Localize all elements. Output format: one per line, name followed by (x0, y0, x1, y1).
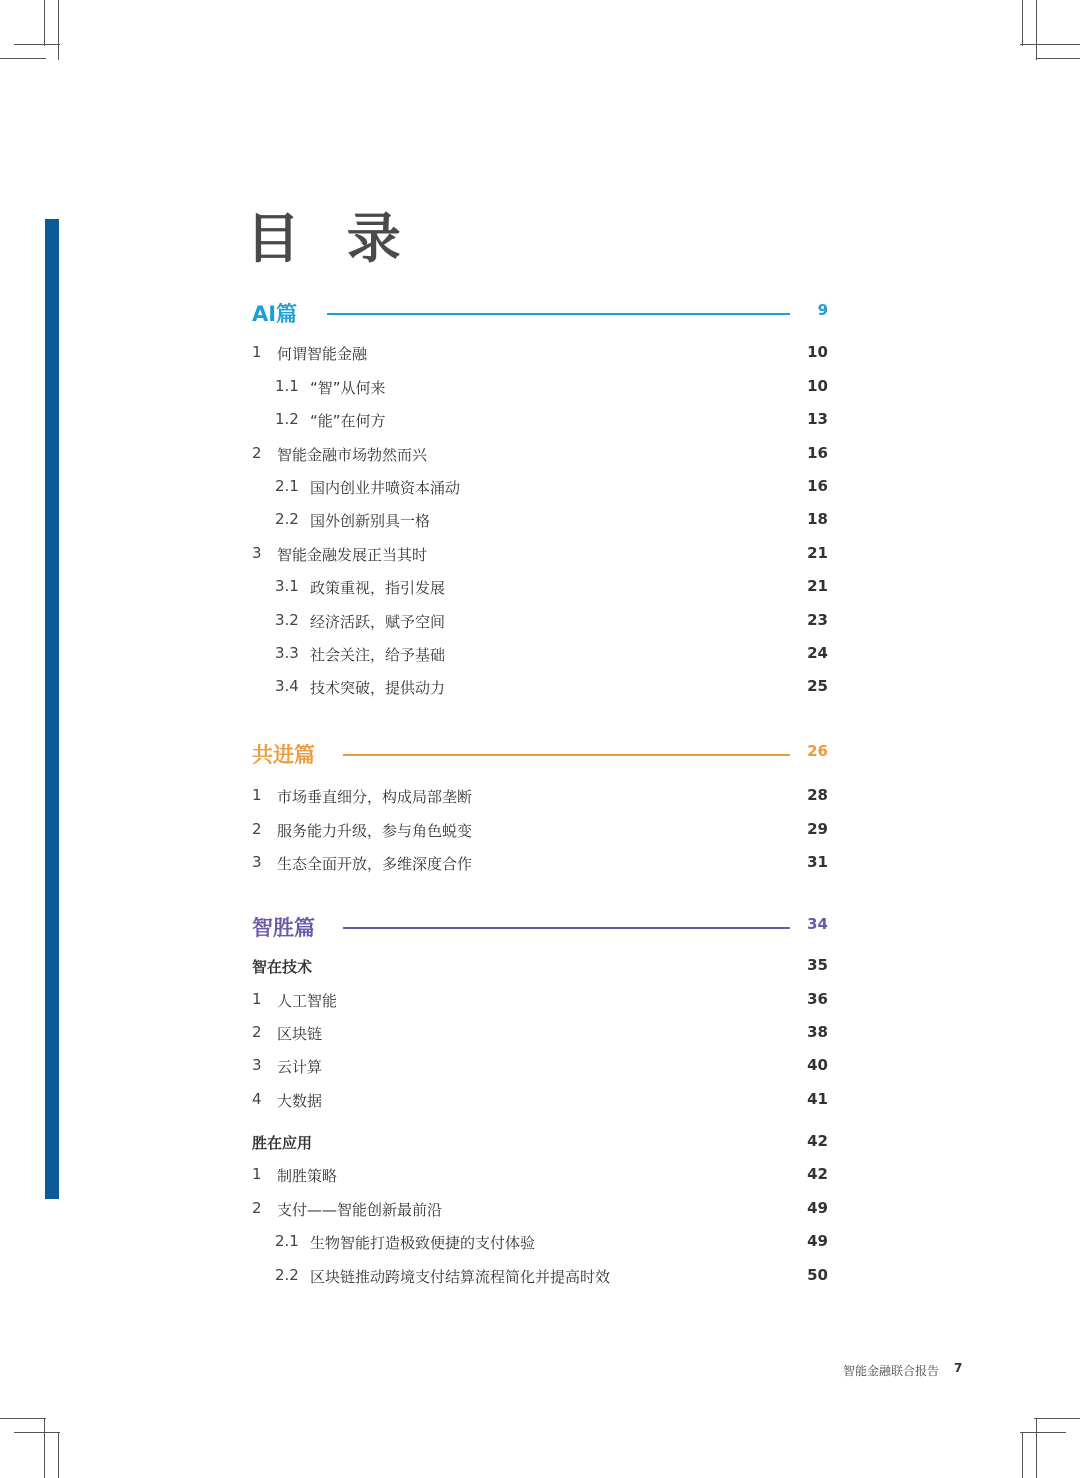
crop-mark (1022, 0, 1023, 46)
toc-entry[interactable] (252, 477, 828, 501)
toc-entry[interactable] (252, 1199, 828, 1223)
part-divider-line (343, 927, 790, 929)
footer-page-number: 7 (954, 1361, 963, 1375)
toc-entry[interactable] (252, 853, 828, 877)
crop-mark (14, 1432, 60, 1433)
part-title: 共进篇 (252, 743, 315, 767)
part-header-ai (252, 298, 828, 332)
toc-entry[interactable] (252, 1023, 828, 1047)
toc-entry[interactable] (252, 786, 828, 810)
entry-title: 技术突破，提供动力 (310, 679, 446, 697)
entry-title: 大数据 (277, 1092, 323, 1110)
entry-page: 16 (807, 477, 828, 495)
entry-page: 25 (807, 677, 828, 695)
entry-number: 4 (252, 1090, 262, 1108)
entry-number: 1 (252, 786, 262, 804)
entry-title: 生态全面开放，多维深度合作 (277, 855, 473, 873)
entry-title: 制胜策略 (277, 1167, 338, 1185)
crop-mark (1036, 1418, 1037, 1478)
entry-page: 50 (807, 1266, 828, 1284)
crop-mark (1036, 58, 1080, 59)
entry-title: 市场垂直细分，构成局部垄断 (277, 788, 473, 806)
entry-number: 3.2 (275, 611, 299, 629)
entry-page: 16 (807, 444, 828, 462)
entry-page: 40 (807, 1056, 828, 1074)
toc-entry[interactable] (252, 410, 828, 434)
part-divider-line (343, 754, 790, 756)
toc-entry[interactable] (252, 544, 828, 568)
entry-page: 18 (807, 510, 828, 528)
crop-mark (0, 1418, 46, 1419)
part-divider-line (327, 313, 790, 315)
entry-title: 何谓智能金融 (277, 345, 368, 363)
entry-title: 云计算 (277, 1058, 323, 1076)
entry-page: 49 (807, 1199, 828, 1217)
entry-number: 2 (252, 444, 262, 462)
toc-entry[interactable] (252, 444, 828, 468)
part-page-number: 34 (807, 915, 828, 933)
entry-number: 2.2 (275, 510, 299, 528)
entry-page: 42 (807, 1132, 828, 1150)
part-header-gongjin (252, 739, 828, 773)
entry-title: 支付——智能创新最前沿 (277, 1201, 443, 1219)
entry-page: 21 (807, 544, 828, 562)
crop-mark (1020, 44, 1080, 45)
entry-page: 36 (807, 990, 828, 1008)
entry-page: 49 (807, 1232, 828, 1250)
entry-page: 35 (807, 956, 828, 974)
entry-title: 人工智能 (277, 992, 338, 1010)
crop-mark (0, 58, 46, 59)
crop-mark (1020, 1432, 1066, 1433)
toc-entry[interactable] (252, 820, 828, 844)
entry-page: 38 (807, 1023, 828, 1041)
entry-number: 1 (252, 1165, 262, 1183)
entry-number: 3 (252, 853, 262, 871)
toc-entry[interactable] (252, 1056, 828, 1080)
part-header-zhisheng (252, 912, 828, 946)
entry-title: “能”在何方 (310, 412, 386, 430)
crop-mark (1022, 1432, 1023, 1478)
toc-entry[interactable] (252, 1090, 828, 1114)
entry-number: 3.1 (275, 577, 299, 595)
side-accent-bar (45, 219, 59, 1199)
entry-number: 2.1 (275, 477, 299, 495)
entry-number: 1.2 (275, 410, 299, 428)
entry-number: 2 (252, 820, 262, 838)
entry-title: 政策重视，指引发展 (310, 579, 446, 597)
entry-page: 23 (807, 611, 828, 629)
entry-title: 智在技术 (252, 958, 313, 976)
entry-title: 经济活跃，赋予空间 (310, 613, 446, 631)
entry-title: 社会关注，给予基础 (310, 646, 446, 664)
entry-number: 1.1 (275, 377, 299, 395)
toc-entry[interactable] (252, 377, 828, 401)
toc-entry[interactable] (252, 611, 828, 635)
entry-title: 胜在应用 (252, 1134, 313, 1152)
toc-entry[interactable] (252, 577, 828, 601)
entry-number: 3.4 (275, 677, 299, 695)
part-title: AI篇 (252, 302, 298, 326)
entry-page: 24 (807, 644, 828, 662)
toc-entry[interactable] (252, 644, 828, 668)
entry-page: 10 (807, 343, 828, 361)
entry-title: “智”从何来 (310, 379, 386, 397)
toc-entry[interactable] (252, 1232, 828, 1256)
entry-title: 国内创业井喷资本涌动 (310, 479, 461, 497)
toc-subsection[interactable] (252, 1132, 828, 1156)
entry-page: 29 (807, 820, 828, 838)
entry-title: 智能金融发展正当其时 (277, 546, 428, 564)
crop-mark (1034, 1418, 1080, 1419)
part-page-number: 9 (817, 301, 828, 319)
entry-number: 2 (252, 1023, 262, 1041)
entry-title: 生物智能打造极致便捷的支付体验 (310, 1234, 536, 1252)
entry-page: 41 (807, 1090, 828, 1108)
entry-number: 2.1 (275, 1232, 299, 1250)
entry-number: 2 (252, 1199, 262, 1217)
toc-entry[interactable] (252, 510, 828, 534)
toc-entry[interactable] (252, 990, 828, 1014)
toc-entry[interactable] (252, 1266, 828, 1290)
entry-title: 服务能力升级，参与角色蜕变 (277, 822, 473, 840)
crop-mark (44, 0, 45, 46)
entry-number: 3 (252, 1056, 262, 1074)
part-page-number: 26 (807, 742, 828, 760)
entry-title: 国外创新别具一格 (310, 512, 431, 530)
entry-title: 区块链 (277, 1025, 323, 1043)
toc-subsection[interactable] (252, 956, 828, 980)
crop-mark (58, 0, 59, 60)
entry-page: 10 (807, 377, 828, 395)
entry-number: 2.2 (275, 1266, 299, 1284)
entry-number: 3.3 (275, 644, 299, 662)
crop-mark (58, 1432, 59, 1478)
entry-page: 13 (807, 410, 828, 428)
part-title: 智胜篇 (252, 916, 315, 940)
entry-number: 1 (252, 343, 262, 361)
entry-number: 3 (252, 544, 262, 562)
toc-entry[interactable] (252, 677, 828, 701)
crop-mark (1036, 0, 1037, 60)
crop-mark (44, 1418, 45, 1478)
footer-report-title: 智能金融联合报告 (843, 1364, 940, 1378)
entry-title: 区块链推动跨境支付结算流程简化并提高时效 (310, 1268, 611, 1286)
crop-mark (14, 44, 60, 45)
entry-title: 智能金融市场勃然而兴 (277, 446, 428, 464)
page-title: 目 录 (246, 207, 415, 270)
entry-page: 28 (807, 786, 828, 804)
toc-entry[interactable] (252, 343, 828, 367)
entry-page: 31 (807, 853, 828, 871)
toc-entry[interactable] (252, 1165, 828, 1189)
entry-number: 1 (252, 990, 262, 1008)
entry-page: 21 (807, 577, 828, 595)
entry-page: 42 (807, 1165, 828, 1183)
